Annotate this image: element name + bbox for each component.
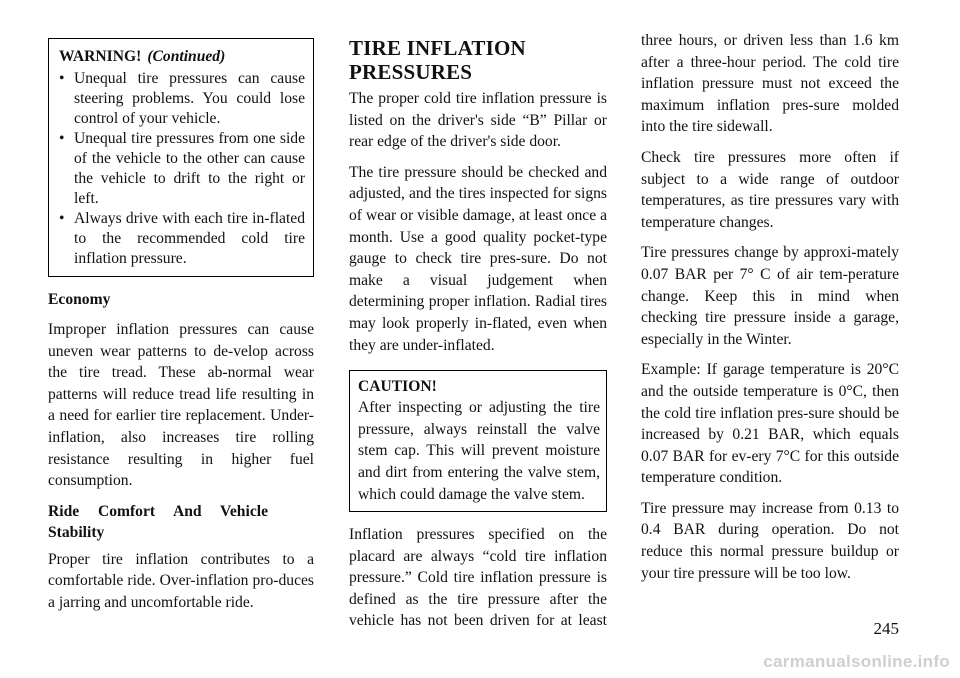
column-left — [48, 30, 314, 623]
warning-heading — [59, 47, 305, 67]
paragraph: The proper cold tire inflation pressure is listed on the driver's side “B” Pillar or rear edge of the driver's side door. — [349, 90, 607, 151]
economy-text: Improper inflation pressures can cause uneven wear patterns to de-velop across the tire tread. These ab-normal wear patterns will reduce tread life resulting in a need for earlier tire replacement. Under-inflation, also increases tire rolling resistance resulting in higher fuel consumption. — [48, 321, 314, 490]
section-title: TIRE INFLATION PRESSURES — [349, 36, 526, 84]
warning-continued: (Continued) — [147, 48, 226, 65]
paragraph: Check tire pressures more often if subject to a wide range of outdoor temperatures, as tire pressures vary with temperature changes. — [641, 148, 899, 231]
paragraph: Inflation pressures specified on the placard are always “cold tire inflation pressure.” Cold tire inflation pressure is defined as the tire pressure after the vehicle has not been driven for at least — [349, 526, 607, 630]
caution-text: After inspecting or adjusting the tire pressure, always reinstall the valve stem cap. This will prevent moisture and dirt from entering the valve stem, which could damage the valve stem. — [358, 399, 600, 503]
warning-box — [48, 38, 314, 277]
paragraph: Tire pressure may increase from 0.13 to 0.4 BAR during operation. Do not reduce this normal pressure buildup or your tire pressure will be too low. — [641, 499, 899, 582]
economy-heading: Economy — [48, 291, 111, 308]
paragraph: The tire pressure should be checked and adjusted, and the tires inspected for signs of wear or visible damage, at least once a month. Use a good quality pocket-type gauge to check tire pres-sure. Do not make a visual judgement when determining proper inflation. Radial tires may look properly in-flated, even when they are under-inflated. — [349, 163, 607, 354]
warning-label: WARNING! — [59, 48, 142, 65]
paragraph: Example: If garage temperature is 20°C and the outside temperature is 0°C, then the cold tire inflation pres-sure should be increased by 0.21 BAR, which equals 0.07 BAR for ev-ery 7°C for this outside temperature condition. — [641, 361, 899, 487]
caution-label: CAUTION! — [358, 378, 437, 396]
list-item: • Unequal tire pressures can cause steering problems. You could lose control of your vehicle. — [59, 69, 305, 129]
ride-text: Proper tire inflation contributes to a comfortable ride. Over-inflation pro-duces a jarring and uncomfortable ride. — [48, 550, 314, 611]
watermark: carmanualsonline.info — [763, 652, 950, 671]
paragraph: Tire pressures change by approxi-mately 0.07 BAR per 7° C of air tem-perature change. Keep this in mind when checking tire pressure inside a garage, especially in the Winter. — [641, 244, 899, 348]
caution-box — [349, 370, 607, 512]
list-item: • Always drive with each tire in-flated to the recommended cold tire inflation pressure. — [59, 209, 305, 269]
ride-heading: Ride Comfort And Vehicle Stability — [48, 502, 268, 541]
column-middle — [349, 30, 607, 641]
paragraph-continued: three hours, or driven less than 1.6 km after a three-hour period. The cold tire inflation pressure must not exceed the maximum inflation pres-sure molded into the tire sidewall. — [641, 32, 899, 136]
warning-list — [59, 69, 305, 269]
list-item: • Unequal tire pressures from one side of the vehicle to the other can cause the vehicle to drift to the right or left. — [59, 129, 305, 209]
column-right — [641, 30, 899, 593]
page-number: 245 — [873, 619, 899, 638]
